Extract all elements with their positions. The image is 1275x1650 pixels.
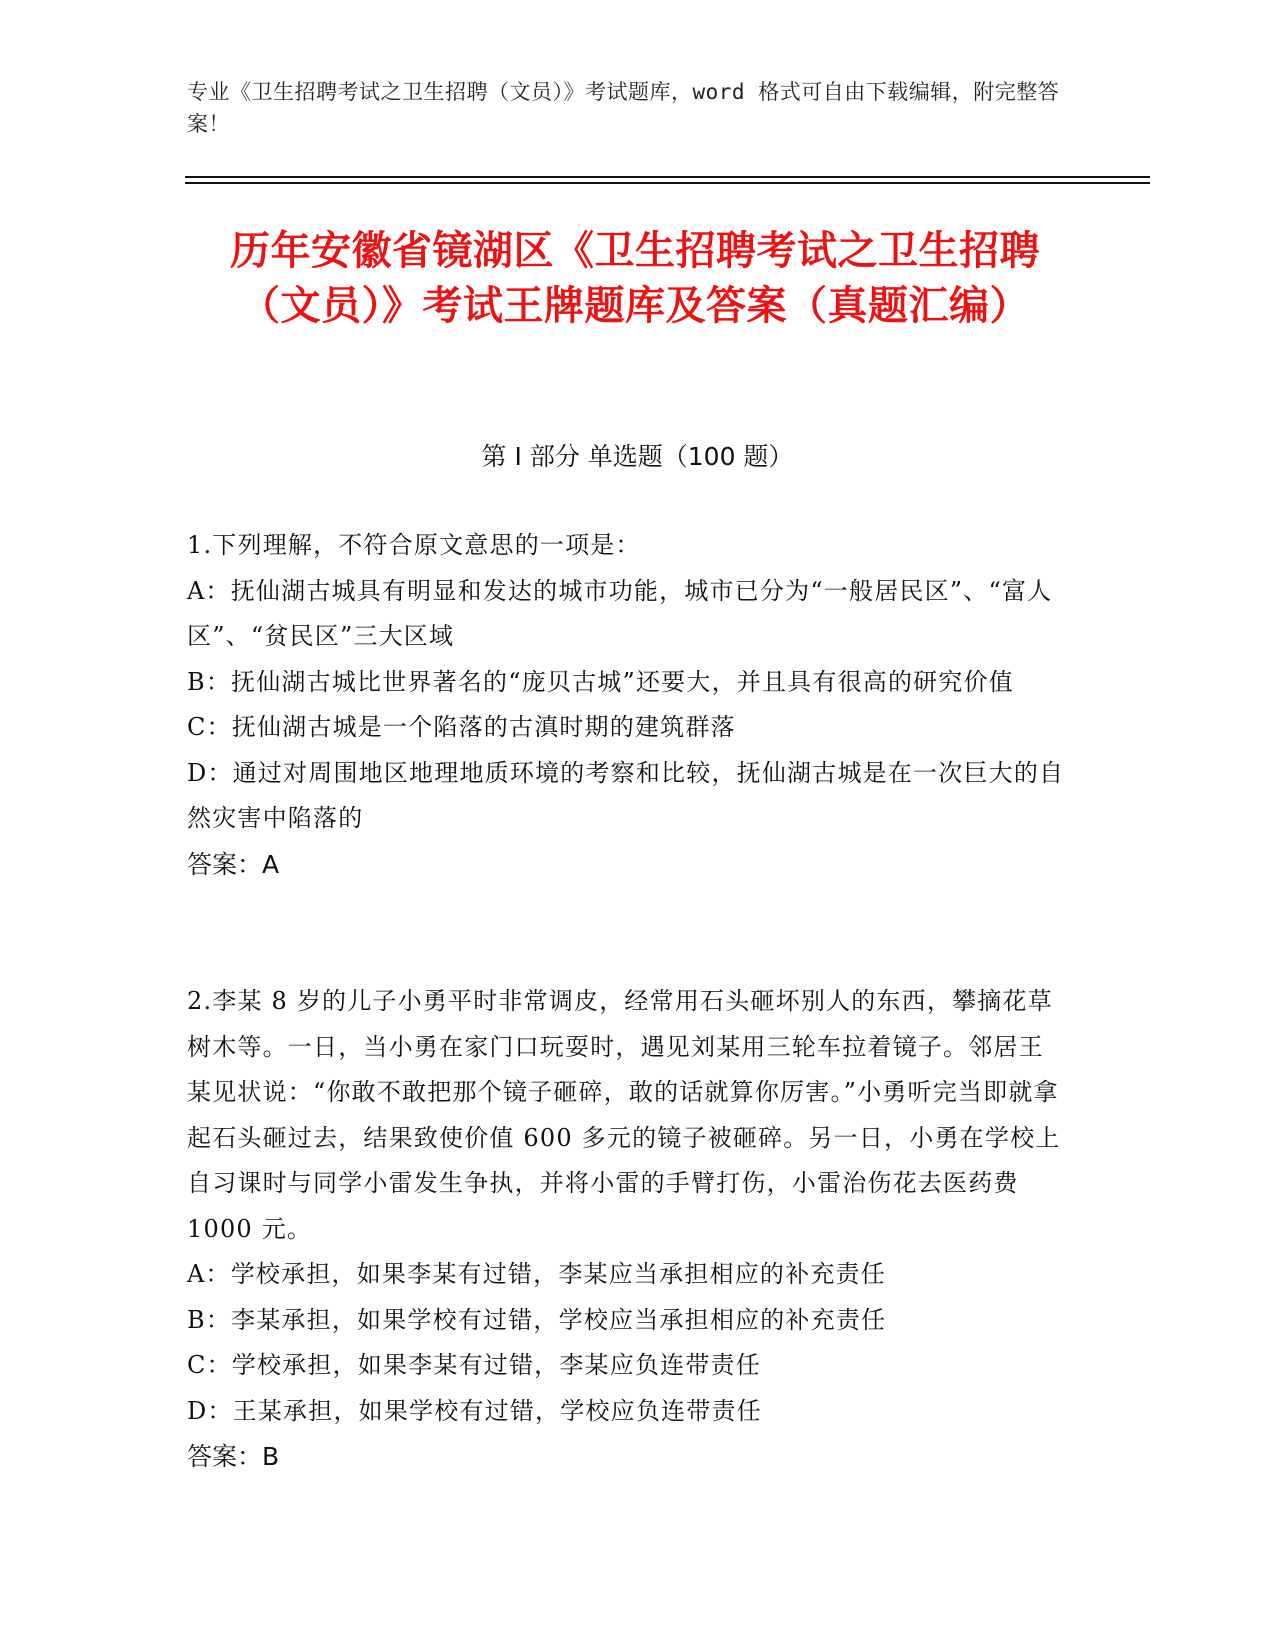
option-b: B：抚仙湖古城比世界著名的“庞贝古城”还要大，并且具有很高的研究价值 (187, 667, 1014, 696)
option-c: C：抚仙湖古城是一个陷落的古滇时期的建筑群落 (187, 713, 736, 741)
section-heading: 第 I 部分 单选题（100 题） (481, 442, 794, 471)
option-d: D：通过对周围地区地理地质环境的考察和比较，抚仙湖古城是在一次巨大的自然灾害中陷落的 (187, 758, 1065, 832)
answer: 答案：A (187, 849, 280, 879)
header-divider-bottom (185, 182, 1150, 184)
question-2 (187, 979, 1067, 1480)
question-stem: 2.李某 8 岁的儿子小勇平时非常调皮，经常用石头砸坏别人的东西，攀摘花草树木等。一日，当小勇在家门口玩耍时，遇见刘某用三轮车拉着镜子。邻居王某见状说：“你敢不敢把那个镜子砸碎，敢的话就算你厉害。”小勇听完当即就拿起石头砸过去，结果致使价值 600 多元的镜子被砸碎。另一日，小勇在学校上自习课时与同学小雷发生争执，并将小雷的手臂打伤，小雷治伤花去医药费 1000 元。 (187, 987, 1061, 1243)
header-divider-top (185, 176, 1150, 178)
option-b: B：李某承担，如果学校有过错，学校应当承担相应的补充责任 (187, 1305, 887, 1334)
option-c: C：学校承担，如果李某有过错，李某应负连带责任 (187, 1351, 761, 1379)
option-a: A：学校承担，如果李某有过错，李某应当承担相应的补充责任 (187, 1260, 886, 1288)
header-note: 专业《卫生招聘考试之卫生招聘（文员）》考试题库，word 格式可自由下载编辑，附完整答案！ (187, 80, 1060, 136)
question-1 (187, 523, 1067, 887)
answer: 答案：B (187, 1442, 280, 1471)
option-d: D：王某承担，如果学校有过错，学校应负连带责任 (187, 1396, 762, 1425)
question-stem: 1.下列理解，不符合原文意思的一项是： (187, 531, 641, 559)
document-title: 历年安徽省镜湖区《卫生招聘考试之卫生招聘（文员）》考试王牌题库及答案（真题汇编） (230, 228, 1040, 329)
option-a: A：抚仙湖古城具有明显和发达的城市功能，城市已分为“一般居民区”、“富人区”、“贫民区”三大区域 (187, 576, 1053, 650)
